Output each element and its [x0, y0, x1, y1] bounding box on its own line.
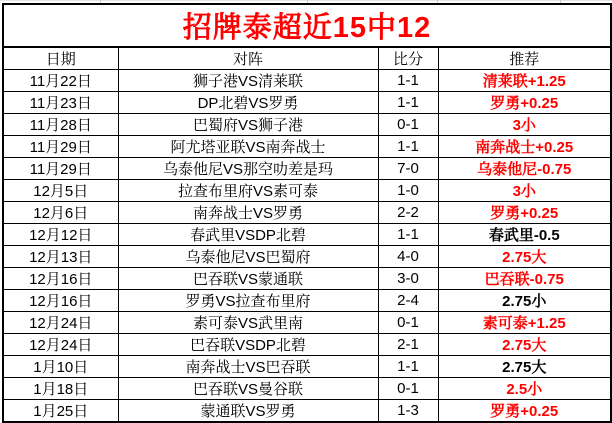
score-cell: 2-2	[378, 202, 438, 224]
title-row	[3, 4, 611, 47]
table-row	[3, 312, 611, 334]
table-row	[3, 92, 611, 114]
match-cell: 巴蜀府VS狮子港	[118, 114, 378, 136]
tip-cell: 3小	[438, 180, 611, 202]
date-cell: 12月5日	[3, 180, 118, 202]
match-cell: 南奔战士VS罗勇	[118, 202, 378, 224]
col-header-match: 对阵	[118, 47, 378, 70]
match-cell: 蒙通联VS罗勇	[118, 400, 378, 423]
match-cell: 巴吞联VSDP北碧	[118, 334, 378, 356]
col-header-date: 日期	[3, 47, 118, 70]
tip-cell: 乌泰他尼-0.75	[438, 158, 611, 180]
match-cell: 拉查布里府VS素可泰	[118, 180, 378, 202]
score-cell: 1-0	[378, 180, 438, 202]
match-cell: 阿尤塔亚联VS南奔战士	[118, 136, 378, 158]
match-cell: 素可泰VS武里南	[118, 312, 378, 334]
score-cell: 0-1	[378, 312, 438, 334]
tip-cell: 巴吞联-0.75	[438, 268, 611, 290]
table-row	[3, 246, 611, 268]
table-row	[3, 356, 611, 378]
date-cell: 11月29日	[3, 158, 118, 180]
tip-cell: 2.75小	[438, 290, 611, 312]
score-cell: 1-1	[378, 356, 438, 378]
table-row	[3, 334, 611, 356]
score-cell: 2-1	[378, 334, 438, 356]
score-cell: 1-1	[378, 92, 438, 114]
date-cell: 11月22日	[3, 70, 118, 92]
score-cell: 1-1	[378, 70, 438, 92]
match-cell: DP北碧VS罗勇	[118, 92, 378, 114]
tip-cell: 素可泰+1.25	[438, 312, 611, 334]
score-cell: 1-1	[378, 136, 438, 158]
date-cell: 11月29日	[3, 136, 118, 158]
table-body	[3, 70, 611, 423]
score-cell: 3-0	[378, 268, 438, 290]
tip-cell: 清莱联+1.25	[438, 70, 611, 92]
tip-cell: 春武里-0.5	[438, 224, 611, 246]
match-cell: 罗勇VS拉查布里府	[118, 290, 378, 312]
date-cell: 12月16日	[3, 268, 118, 290]
date-cell: 11月23日	[3, 92, 118, 114]
score-cell: 7-0	[378, 158, 438, 180]
header-row	[3, 47, 611, 70]
date-cell: 11月28日	[3, 114, 118, 136]
match-cell: 乌泰他尼VS巴蜀府	[118, 246, 378, 268]
table-row	[3, 400, 611, 423]
tip-cell: 南奔战士+0.25	[438, 136, 611, 158]
date-cell: 12月16日	[3, 290, 118, 312]
date-cell: 12月24日	[3, 312, 118, 334]
date-cell: 12月6日	[3, 202, 118, 224]
spreadsheet-gridline	[0, 0, 612, 1]
col-header-score: 比分	[378, 47, 438, 70]
date-cell: 1月18日	[3, 378, 118, 400]
table-row	[3, 158, 611, 180]
score-cell: 4-0	[378, 246, 438, 268]
match-cell: 春武里VSDP北碧	[118, 224, 378, 246]
tip-cell: 罗勇+0.25	[438, 202, 611, 224]
table-row	[3, 70, 611, 92]
date-cell: 12月13日	[3, 246, 118, 268]
score-cell: 0-1	[378, 114, 438, 136]
tip-cell: 罗勇+0.25	[438, 400, 611, 423]
score-cell: 1-1	[378, 224, 438, 246]
date-cell: 1月10日	[3, 356, 118, 378]
match-cell: 南奔战士VS巴吞联	[118, 356, 378, 378]
match-cell: 乌泰他尼VS那空叻差是玛	[118, 158, 378, 180]
match-cell: 狮子港VS清莱联	[118, 70, 378, 92]
table-row	[3, 378, 611, 400]
tip-cell: 2.5小	[438, 378, 611, 400]
match-cell: 巴吞联VS蒙通联	[118, 268, 378, 290]
table-row	[3, 202, 611, 224]
tip-cell: 2.75大	[438, 334, 611, 356]
date-cell: 12月24日	[3, 334, 118, 356]
tip-cell: 罗勇+0.25	[438, 92, 611, 114]
table-row	[3, 224, 611, 246]
table-row	[3, 290, 611, 312]
tip-cell: 2.75大	[438, 356, 611, 378]
score-cell: 2-4	[378, 290, 438, 312]
col-header-tip: 推荐	[438, 47, 611, 70]
date-cell: 1月25日	[3, 400, 118, 423]
table-row	[3, 136, 611, 158]
table-row	[3, 180, 611, 202]
tip-cell: 2.75大	[438, 246, 611, 268]
table-row	[3, 268, 611, 290]
match-cell: 巴吞联VS曼谷联	[118, 378, 378, 400]
page-title: 招牌泰超近15中12	[3, 4, 611, 47]
table-row	[3, 114, 611, 136]
date-cell: 12月12日	[3, 224, 118, 246]
score-cell: 0-1	[378, 378, 438, 400]
score-cell: 1-3	[378, 400, 438, 423]
tips-table	[2, 3, 612, 423]
tip-cell: 3小	[438, 114, 611, 136]
